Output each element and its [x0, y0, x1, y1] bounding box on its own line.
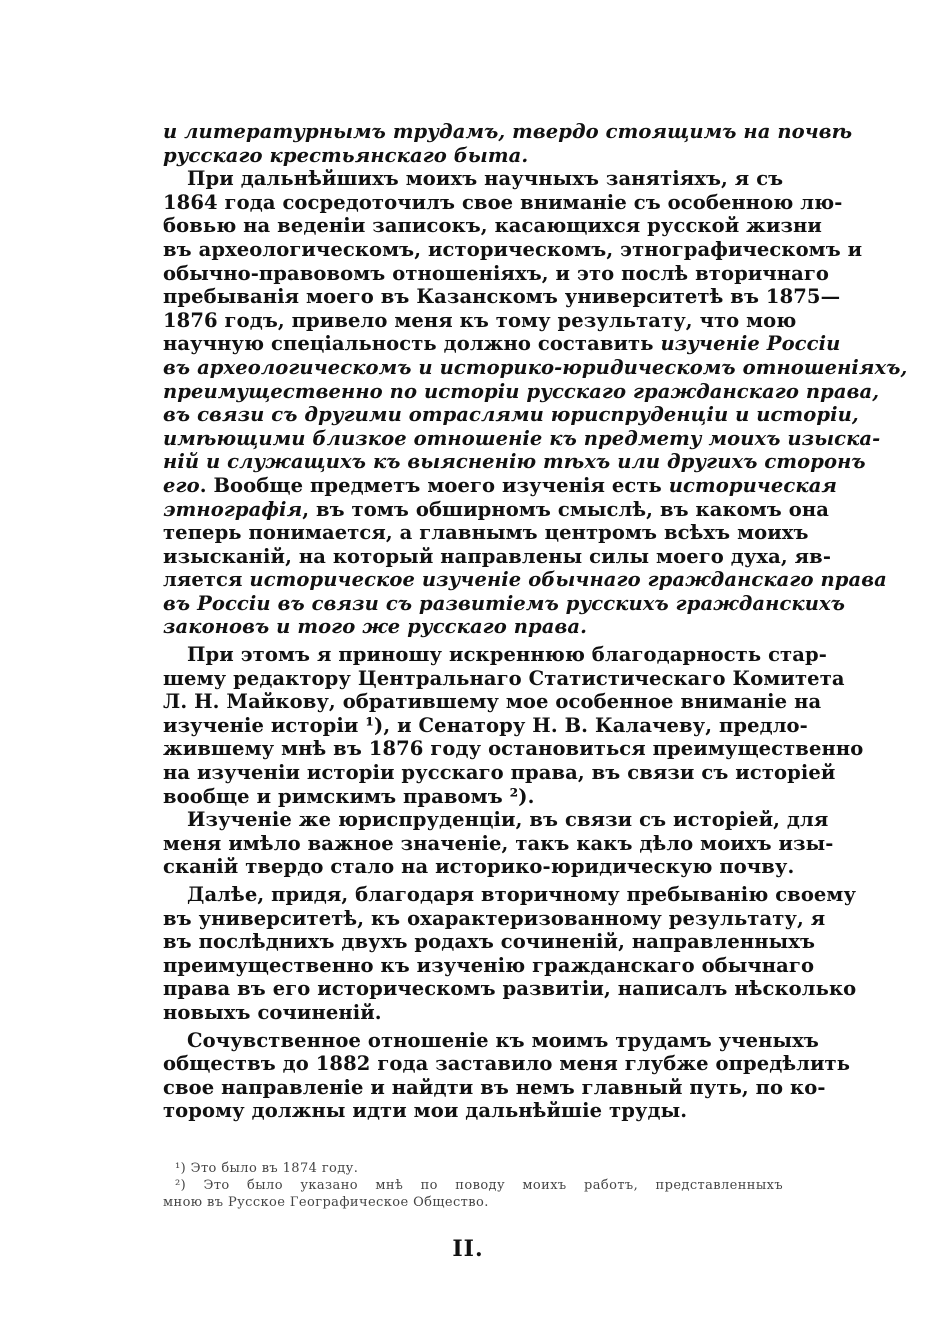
text-run: права въ его историческомъ развитіи, написалъ нѣсколько: [163, 977, 857, 1001]
text-run: При этомъ я приношу искреннюю благодарность стар-: [187, 643, 827, 667]
page-number: II.: [452, 1236, 484, 1262]
text-run: ляется: [163, 568, 250, 592]
text-run: обычно-правовомъ отношеніяхъ, и это послѣ вторичнаго: [163, 261, 830, 285]
text-line: [163, 144, 783, 168]
italic-text: ній и служащихъ къ выясненію тѣхъ или другихъ сторонъ: [163, 450, 866, 474]
text-line: [163, 544, 832, 569]
text-line: [163, 977, 857, 1001]
text-run: Сочувственное отношеніе къ моимъ трудамъ ученыхъ: [187, 1028, 819, 1052]
italic-text: имѣющими близкое отношеніе къ предмету моихъ изыска-: [163, 426, 881, 450]
text-run: пребыванія моего въ Казанскомъ университетѣ въ 1875—: [163, 285, 841, 309]
text-line: [163, 1075, 826, 1100]
text-line: [163, 332, 841, 356]
text-run: . Вообще предметъ моего изученія есть: [199, 473, 669, 497]
footnote-2-line-1: ²) Это было указано мнѣ по поводу моихъ работъ, представленныхъ: [175, 1178, 783, 1193]
text-run: научную спеціальность должно составить: [163, 332, 661, 356]
text-line: [163, 643, 827, 667]
text-line: [163, 1028, 819, 1053]
italic-text: историческая: [668, 473, 838, 497]
text-line: [163, 261, 830, 286]
text-line: [163, 831, 834, 856]
text-line: [163, 615, 783, 639]
text-line: [163, 737, 864, 761]
text-run: , въ томъ обширномъ смыслѣ, въ какомъ она: [302, 497, 829, 521]
text-line: [163, 167, 783, 191]
text-run: шему редактору Центральнаго Статистическаго Комитета: [163, 666, 845, 690]
text-run: меня имѣло важное значеніе, такъ какъ дѣло моихъ изы-: [163, 831, 834, 855]
text-line: [163, 426, 881, 451]
text-run: изысканій, на который направлены силы моего духа, яв-: [163, 544, 832, 568]
text-line: [163, 1001, 783, 1025]
text-line: [163, 1052, 851, 1076]
text-line: [163, 883, 857, 907]
text-run: торому должны идти мои дальнѣйшіе труды.: [163, 1099, 688, 1123]
text-line: [163, 473, 838, 498]
text-line: [163, 761, 836, 785]
text-run: въ археологическомъ, историческомъ, этнографическомъ и: [163, 237, 863, 261]
text-run: При дальнѣйшихъ моихъ научныхъ занятіяхъ, я съ: [187, 167, 784, 191]
text-line: [163, 190, 843, 215]
footnote-1: ¹) Это было въ 1874 году.: [175, 1161, 359, 1176]
footnotes: [163, 1160, 783, 1211]
italic-text: русскаго крестьянскаго быта.: [163, 143, 529, 167]
page-body: [163, 120, 908, 1123]
text-line: [163, 808, 829, 832]
text-line: [163, 855, 795, 879]
italic-text: историческое изученіе обычнаго гражданскаго права: [249, 568, 887, 592]
italic-text: этнографія: [163, 497, 303, 521]
text-run: вообще и римскимъ правомъ ²).: [163, 784, 535, 808]
text-line: [163, 403, 859, 427]
text-run: новыхъ сочиненій.: [163, 1000, 382, 1024]
text-line: [163, 568, 887, 592]
text-line: [163, 953, 815, 978]
text-run: Л. Н. Майкову, обратившему мое особенное вниманіе на: [163, 690, 822, 714]
text-line: [163, 713, 808, 738]
text-run: въ университетѣ, къ охарактеризованному результату, я: [163, 906, 826, 930]
text-run: обществъ до 1882 года заставило меня глубже опредѣлить: [163, 1052, 851, 1076]
italic-text: и литературнымъ трудамъ, твердо стоящимъ на почвѣ: [163, 120, 853, 143]
text-run: на изученіи исторіи русскаго права, въ связи съ исторіей: [163, 761, 836, 785]
italic-text: въ археологическомъ и историко-юридическомъ отношеніяхъ,: [163, 355, 908, 379]
text-line: [163, 1099, 783, 1123]
text-line: [163, 690, 822, 714]
footnote-2-line-2: мною въ Русское Географическое Общество.: [163, 1195, 489, 1210]
text-line: [163, 285, 841, 309]
text-line: [163, 906, 826, 931]
text-line: [163, 666, 845, 691]
text-line: [163, 521, 809, 545]
text-run: жившему мнѣ въ 1876 году остановиться преимущественно: [163, 737, 864, 761]
text-line: [163, 120, 853, 144]
italic-text: въ связи съ другими отраслями юриспруденціи и исторіи,: [163, 403, 859, 427]
text-run: бовью на веденіи записокъ, касающихся русской жизни: [163, 214, 822, 238]
italic-text: преимущественно по исторіи русскаго гражданскаго права,: [163, 379, 880, 403]
text-line: [163, 379, 880, 404]
text-run: теперь понимается, а главнымъ центромъ всѣхъ моихъ: [163, 521, 809, 545]
text-line: [163, 785, 783, 809]
text-run: въ послѣднихъ двухъ родахъ сочиненій, направленныхъ: [163, 930, 816, 954]
text-line: [163, 497, 829, 522]
text-run: сканій твердо стало на историко-юридическую почву.: [163, 855, 795, 879]
text-line: [163, 308, 797, 333]
text-run: свое направленіе и найдти въ немъ главный путь, по ко-: [163, 1075, 826, 1099]
text-run: изученіе исторіи ¹), и Сенатору Н. В. Калачеву, предло-: [163, 713, 808, 737]
text-line: [163, 591, 846, 616]
italic-text: въ Россіи въ связи съ развитіемъ русскихъ гражданскихъ: [163, 591, 846, 615]
text-run: Далѣе, придя, благодаря вторичному пребыванію своему: [187, 883, 857, 906]
text-line: [163, 237, 863, 262]
text-run: 1864 года сосредоточилъ свое вниманіе съ особенною лю-: [163, 190, 843, 214]
text-line: [163, 214, 822, 238]
text-line: [163, 930, 816, 954]
italic-text: изученіе Россіи: [660, 332, 841, 356]
text-run: 1876 годъ, привело меня къ тому результату, что мою: [163, 308, 797, 332]
text-run: Изученіе же юриспруденціи, въ связи съ исторіей, для: [187, 808, 829, 832]
text-line: [163, 450, 866, 474]
italic-text: законовъ и того же русскаго права.: [163, 615, 588, 639]
text-run: преимущественно къ изученію гражданскаго обычнаго: [163, 953, 815, 977]
text-line: [163, 355, 908, 380]
italic-text: его: [163, 473, 200, 497]
